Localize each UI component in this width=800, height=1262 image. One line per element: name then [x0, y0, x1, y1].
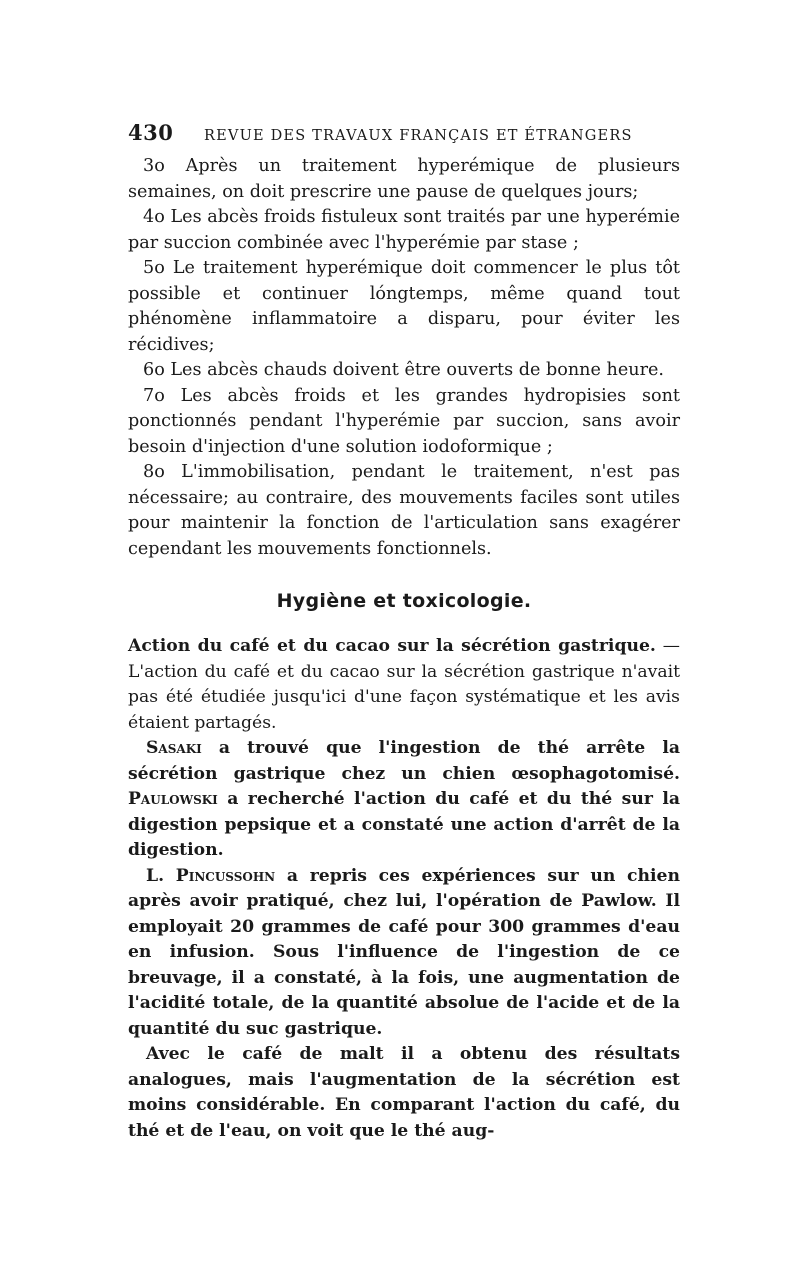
- section-body: [128, 634, 680, 1144]
- article-subheading: Action du café et du cacao sur la sécrétion gastrique.: [128, 636, 656, 656]
- author-name: Sasaki: [146, 738, 202, 758]
- paragraph-text: a recherché l'action du café et du thé sur la digestion pepsique et a constaté une action d'arrêt de la digestion.: [128, 789, 680, 860]
- running-header: [128, 120, 680, 148]
- author-name: Paulowski: [128, 789, 218, 809]
- list-item-4: 4o Les abcès froids fistuleux sont traités par une hyperémie par succion combinée avec l'hyperémie par stase ;: [128, 207, 680, 253]
- lead-text: — L'action du café et du cacao sur la sécrétion gastrique n'avait pas été étudiée jusqu'ici d'une façon systématique et les avis étaient partagés.: [128, 636, 680, 733]
- paragraph-pincussohn: [128, 864, 680, 1043]
- paragraph-text: a repris ces expériences sur un chien après avoir pratiqué, chez lui, l'opération de Pawlow. Il employait 20 grammes de café pour 300 grammes d'eau en infusion. Sous l'influence de l'ingestion de ce breuvage, il a constaté, à la fois, une augmentation de l'acidité totale, de la quantité absolue de l'acide et de la quantité du suc gastrique.: [128, 865, 680, 1039]
- paragraph-sasaki: [128, 736, 680, 864]
- list-item-6: 6o Les abcès chauds doivent être ouverts de bonne heure.: [143, 360, 665, 380]
- page-number: 430: [128, 120, 174, 145]
- list-item-7: 7o Les abcès froids et les grandes hydropisies sont ponctionnés pendant l'hyperémie par succion, sans avoir besoin d'injection d'une solution iodoformique ;: [128, 385, 680, 457]
- section-heading: Hygiène et toxicologie.: [276, 590, 532, 612]
- journal-title: REVUE DES TRAVAUX FRANÇAIS ET ÉTRANGERS: [204, 128, 633, 144]
- author-initial: L.: [146, 865, 176, 886]
- list-item-8: 8o L'immobilisation, pendant le traitement, n'est pas nécessaire; au contraire, des mouvements faciles sont utiles pour maintenir la fonction de l'articulation sans exagérer cependant les mouvements fonctionnels.: [128, 462, 680, 559]
- paragraph-malt: Avec le café de malt il a obtenu des résultats analogues, mais l'augmentation de la sécrétion est moins considérable. En comparant l'action du café, du thé et de l'eau, on voit que le thé aug-: [128, 1044, 680, 1141]
- lead-paragraph: [128, 634, 680, 736]
- list-item-5: 5o Le traitement hyperémique doit commencer le plus tôt possible et continuer lóngtemps, même quand tout phénomène inflammatoire a disparu, pour éviter les récidives;: [128, 258, 680, 355]
- list-item-3: 3o Après un traitement hyperémique de plusieurs semaines, on doit prescrire une pause de quelques jours;: [128, 156, 680, 202]
- paragraph-text: a trouvé que l'ingestion de thé arrête la sécrétion gastrique chez un chien œsophagotomisé.: [128, 738, 680, 784]
- numbered-list: [128, 154, 680, 562]
- author-name: Pincussohn: [175, 865, 276, 886]
- page-content: [128, 120, 680, 1144]
